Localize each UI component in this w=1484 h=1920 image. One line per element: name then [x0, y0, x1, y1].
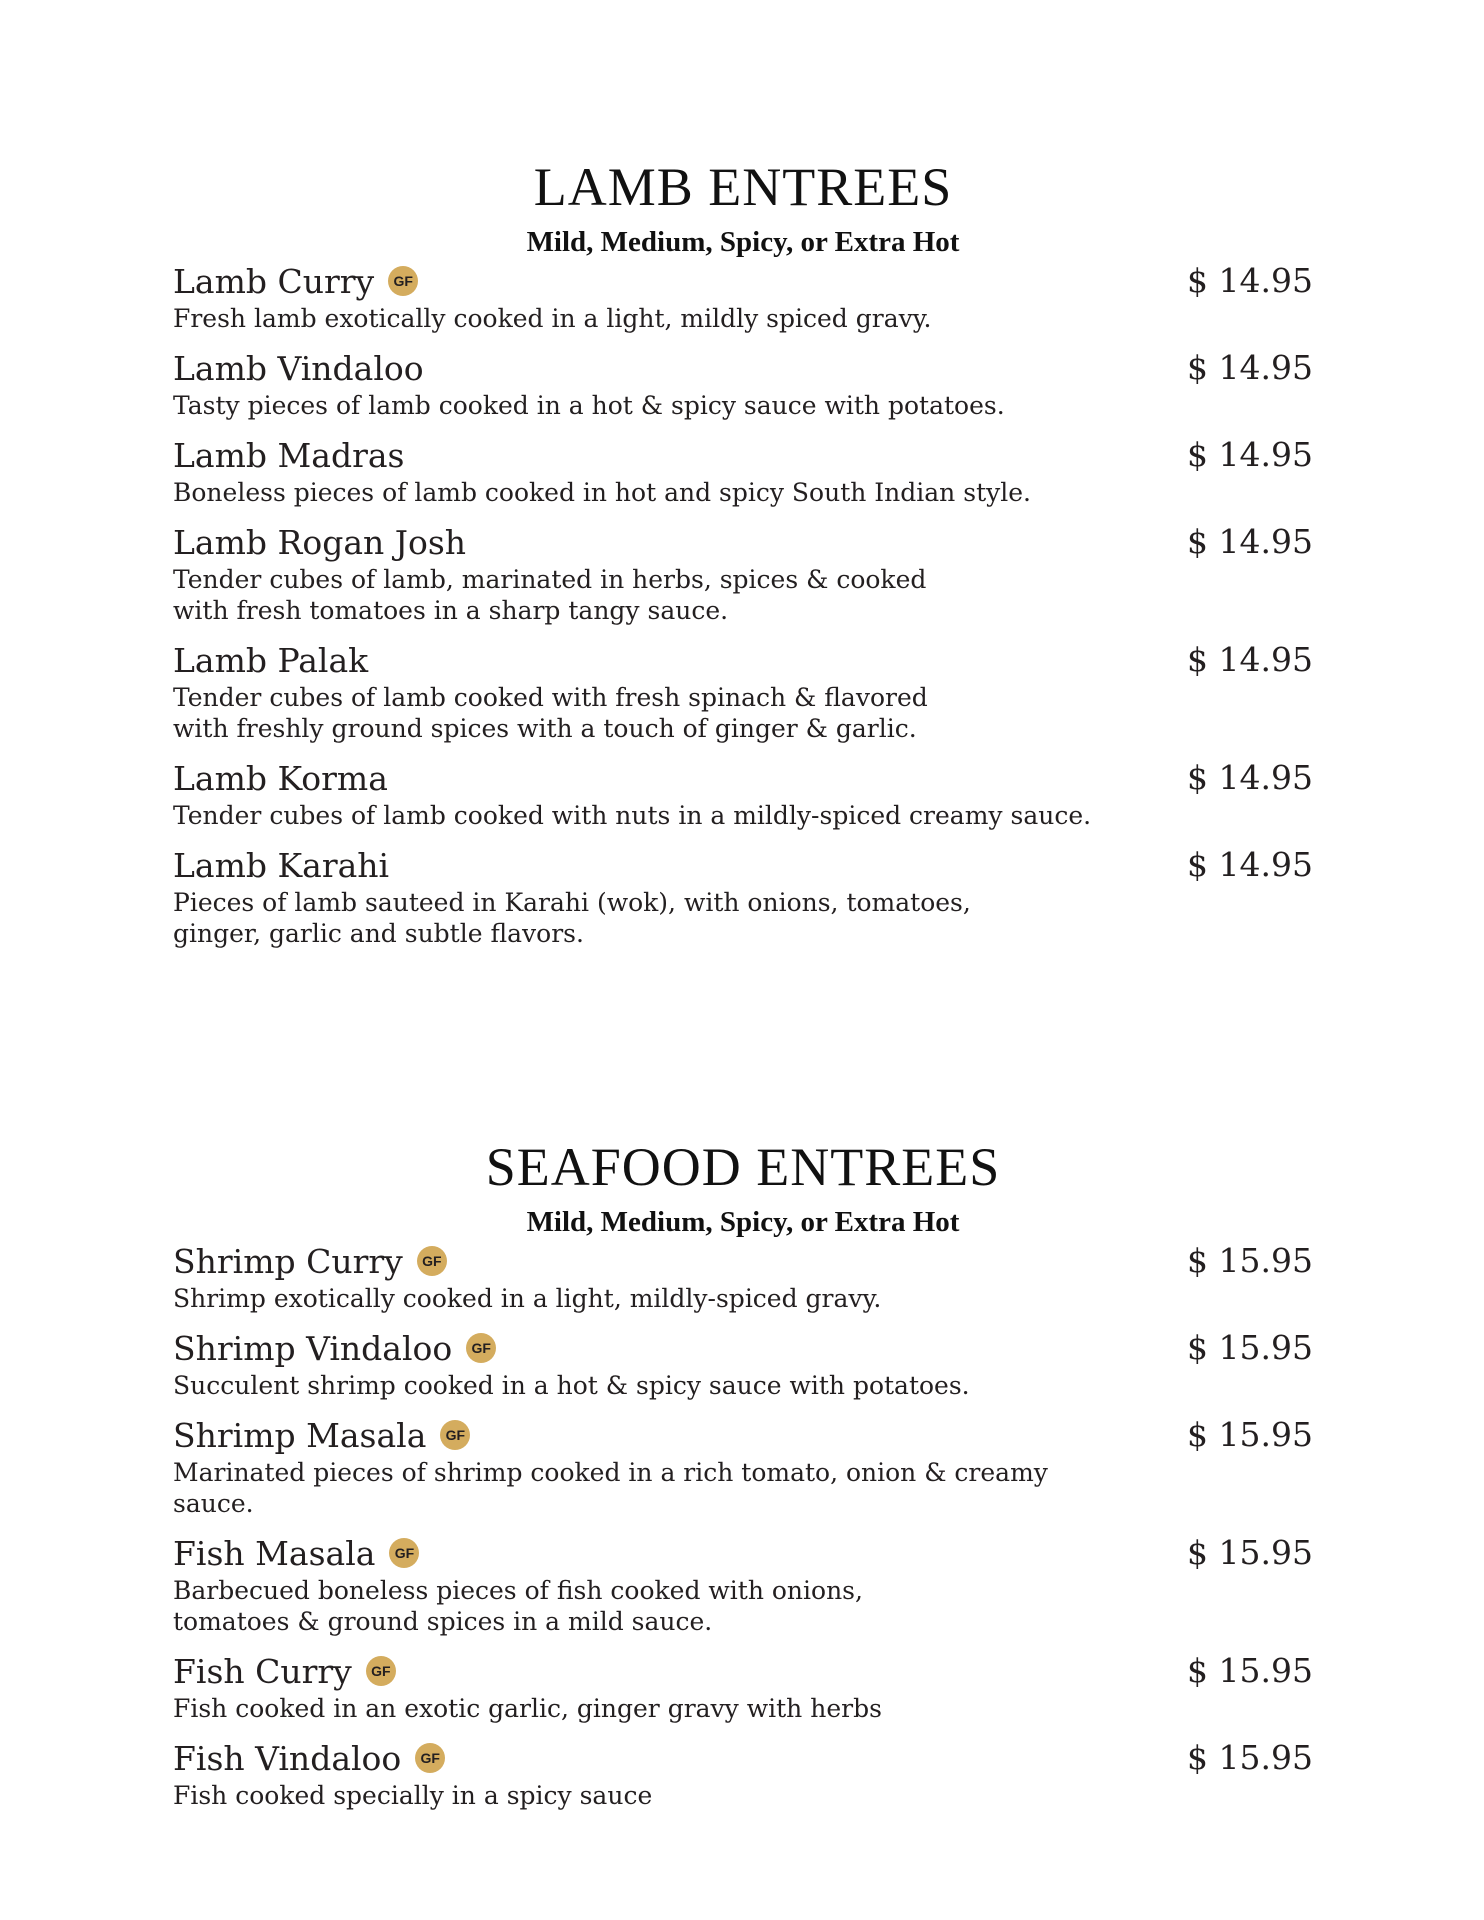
item-name: Lamb Palak	[173, 640, 369, 680]
item-description: Boneless pieces of lamb cooked in hot and spicy South Indian style.	[173, 478, 1031, 507]
gluten-free-icon: GF	[389, 1538, 419, 1568]
menu-item	[173, 1649, 1313, 1724]
menu-item	[173, 1326, 1313, 1401]
item-description: Fresh lamb exotically cooked in a light, mildly spiced gravy.	[173, 304, 932, 333]
item-description: Pieces of lamb sauteed in Karahi (wok), with onions, tomatoes, ginger, garlic and subtle flavors.	[173, 888, 971, 948]
item-name: Fish Masala	[173, 1533, 376, 1573]
item-price: $ 14.95	[1187, 435, 1313, 474]
lamb-entrees-section	[173, 157, 1313, 961]
item-price: $ 15.95	[1187, 1651, 1313, 1690]
item-name: Lamb Vindaloo	[173, 348, 424, 388]
section-subtitle: Mild, Medium, Spicy, or Extra Hot	[526, 226, 960, 258]
item-price: $ 14.95	[1187, 845, 1313, 884]
menu-item	[173, 520, 1313, 626]
item-name: Lamb Karahi	[173, 845, 390, 885]
section-title: SEAFOOD ENTREES	[485, 1137, 1001, 1197]
item-price: $ 15.95	[1187, 1415, 1313, 1454]
item-description: Marinated pieces of shrimp cooked in a rich tomato, onion & creamy sauce.	[173, 1458, 1048, 1518]
gluten-free-icon: GF	[415, 1743, 445, 1773]
item-description: Tender cubes of lamb cooked with fresh spinach & flavored with freshly ground spices with a touch of ginger & garlic.	[173, 683, 928, 743]
section-title: LAMB ENTREES	[533, 157, 953, 217]
menu-item	[173, 346, 1313, 421]
item-name: Fish Vindaloo	[173, 1738, 402, 1778]
item-description: Tasty pieces of lamb cooked in a hot & spicy sauce with potatoes.	[173, 391, 1005, 420]
item-price: $ 15.95	[1187, 1241, 1313, 1280]
item-name: Shrimp Vindaloo	[173, 1328, 453, 1368]
menu-item	[173, 1531, 1313, 1637]
gluten-free-icon: GF	[388, 266, 418, 296]
menu-item	[173, 843, 1313, 949]
menu-item	[173, 1736, 1313, 1811]
item-price: $ 14.95	[1187, 522, 1313, 561]
item-price: $ 14.95	[1187, 261, 1313, 300]
item-description: Fish cooked specially in a spicy sauce	[173, 1781, 653, 1810]
item-price: $ 15.95	[1187, 1738, 1313, 1777]
menu-item	[173, 756, 1313, 831]
menu-item-list	[173, 1239, 1313, 1811]
gluten-free-icon: GF	[417, 1246, 447, 1276]
item-description: Succulent shrimp cooked in a hot & spicy sauce with potatoes.	[173, 1371, 970, 1400]
seafood-entrees-section	[173, 1137, 1313, 1823]
item-name: Lamb Korma	[173, 758, 388, 798]
menu-item	[173, 259, 1313, 334]
item-name: Lamb Rogan Josh	[173, 522, 467, 562]
gluten-free-icon: GF	[366, 1656, 396, 1686]
menu-item	[173, 1239, 1313, 1314]
item-price: $ 14.95	[1187, 348, 1313, 387]
gluten-free-icon: GF	[440, 1420, 470, 1450]
menu-item	[173, 433, 1313, 508]
item-name: Shrimp Curry	[173, 1241, 403, 1281]
menu-item-list	[173, 259, 1313, 949]
menu-item	[173, 638, 1313, 744]
item-price: $ 14.95	[1187, 758, 1313, 797]
item-name: Fish Curry	[173, 1651, 352, 1691]
item-price: $ 14.95	[1187, 640, 1313, 679]
item-description: Shrimp exotically cooked in a light, mildly-spiced gravy.	[173, 1284, 882, 1313]
item-description: Barbecued boneless pieces of fish cooked with onions, tomatoes & ground spices in a mild sauce.	[173, 1576, 863, 1636]
menu-item	[173, 1413, 1313, 1519]
gluten-free-icon: GF	[466, 1333, 496, 1363]
item-name: Lamb Madras	[173, 435, 405, 475]
item-description: Fish cooked in an exotic garlic, ginger gravy with herbs	[173, 1694, 882, 1723]
item-price: $ 15.95	[1187, 1533, 1313, 1572]
item-name: Shrimp Masala	[173, 1415, 427, 1455]
section-subtitle: Mild, Medium, Spicy, or Extra Hot	[526, 1206, 960, 1238]
item-description: Tender cubes of lamb cooked with nuts in a mildly-spiced creamy sauce.	[173, 801, 1092, 830]
item-description: Tender cubes of lamb, marinated in herbs, spices & cooked with fresh tomatoes in a sharp tangy sauce.	[173, 565, 927, 625]
item-price: $ 15.95	[1187, 1328, 1313, 1367]
item-name: Lamb Curry	[173, 261, 375, 301]
